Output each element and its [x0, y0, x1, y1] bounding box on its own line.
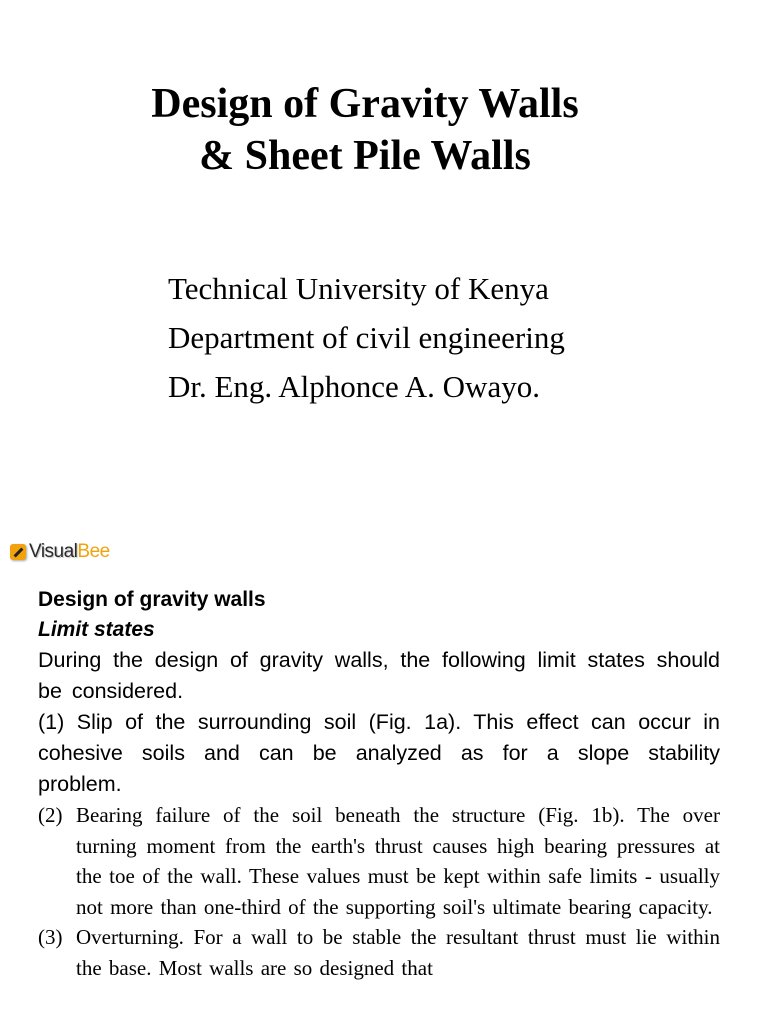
- author-name: Dr. Eng. Alphonce A. Owayo.: [168, 369, 540, 404]
- limit-state-item-2: [38, 800, 720, 922]
- logo-text-visual: Visual: [29, 541, 78, 562]
- visualbee-logo: [10, 540, 110, 564]
- department-name: Department of civil engineering: [168, 320, 565, 355]
- item-number: (2): [38, 803, 63, 827]
- institution-name: Technical University of Kenya: [168, 271, 549, 306]
- logo-text-bee: Bee: [77, 541, 110, 562]
- visualbee-logo-icon: [10, 544, 26, 560]
- limit-state-item-3: [38, 922, 720, 983]
- intro-paragraph: During the design of gravity walls, the following limit states should be considered.: [38, 648, 720, 703]
- item-text: Overturning. For a wall to be stable the resultant thrust must lie within the base. Most walls are so designed that: [76, 925, 720, 980]
- author-info: [168, 264, 565, 411]
- title-line-2: & Sheet Pile Walls: [199, 133, 531, 179]
- title-line-1: Design of Gravity Walls: [151, 81, 579, 127]
- section-heading: Design of gravity walls: [38, 588, 266, 611]
- document-title: [0, 78, 730, 182]
- section-subheading: Limit states: [38, 618, 155, 641]
- item-text: Bearing failure of the soil beneath the structure (Fig. 1b). The over turning moment from the earth's thrust causes high bearing pressures at the toe of the wall. These values must be kept within safe limits - usually not more than one-third of the supporting soil's ultimate bearing capacity.: [76, 803, 720, 919]
- limit-state-item-1: (1) Slip of the surrounding soil (Fig. 1a). This effect can occur in cohesive soils and can be analyzed as for a slope stability problem.: [38, 710, 720, 796]
- item-number: (3): [38, 925, 63, 949]
- content-page: [38, 585, 720, 983]
